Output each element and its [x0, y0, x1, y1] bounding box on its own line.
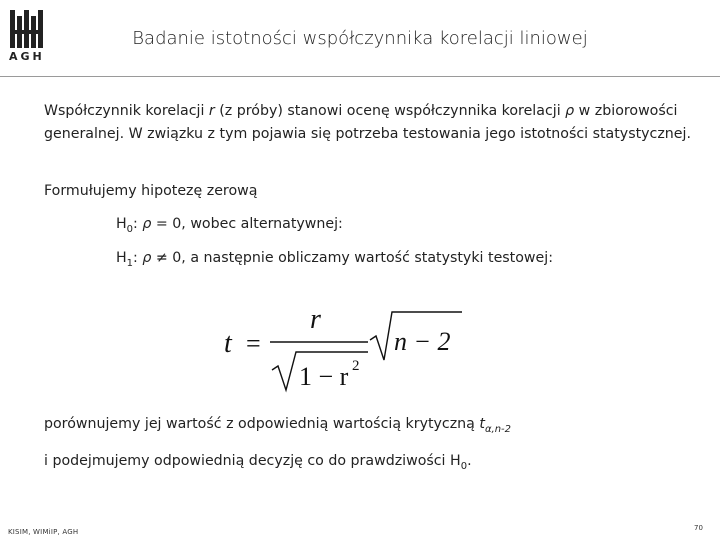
compare-line [44, 416, 511, 435]
formula-t: t [224, 328, 232, 359]
formula-n-minus-2: n − 2 [394, 327, 451, 356]
formula-numerator: r [310, 304, 321, 335]
h0-rho: ρ [142, 216, 152, 232]
logo-text: AGH [9, 50, 45, 63]
decide-end: . [467, 453, 472, 469]
h0-label: H [116, 216, 127, 232]
footer-affiliation: KISIM, WIMiIP, AGH [8, 528, 79, 536]
compare-text: porównujemy jej wartość z odpowiednią wartością krytyczną [44, 416, 480, 432]
h1-label: H [116, 250, 127, 266]
decide-text: i podejmujemy odpowiednią decyzję co do prawdziwości H [44, 453, 461, 469]
title-divider [0, 76, 720, 77]
symbol-rho: ρ [565, 103, 575, 119]
paragraph-text-2: (z próby) stanowi ocenę współczynnika korelacji [214, 103, 566, 119]
decide-sub: 0 [460, 460, 468, 472]
paragraph-text-1: Współczynnik korelacji [44, 103, 209, 119]
formulate-line: Formułujemy hipotezę zerową [44, 183, 258, 199]
hypothesis-h1 [116, 250, 553, 269]
slide-title: Badanie istotności współczynnika korelacji liniowej [132, 28, 588, 49]
formula-square: 2 [352, 358, 360, 374]
page-number: 70 [694, 524, 703, 532]
h0-rest: = 0, wobec alternatywnej: [151, 216, 343, 232]
paragraph-text-3: w zbiorowości generalnej. W związku z tym pojawia się potrzeba testowania jego istotności statystycznej. [44, 103, 691, 142]
formula-equals: = [246, 329, 261, 358]
decide-line [44, 453, 472, 472]
hypothesis-h0 [116, 216, 343, 235]
h1-rest: ≠ 0, a następnie obliczamy wartość statystyki testowej: [151, 250, 553, 266]
critical-t: t [479, 416, 485, 432]
h1-sub: 1 [126, 257, 134, 269]
test-statistic-formula [222, 300, 472, 395]
symbol-r: r [208, 103, 215, 119]
h1-rho: ρ [142, 250, 152, 266]
formula-one-minus: 1 − r [299, 362, 349, 391]
h0-colon: : [133, 216, 143, 232]
h1-colon: : [133, 250, 143, 266]
intro-paragraph [44, 100, 694, 146]
h0-sub: 0 [126, 223, 134, 235]
critical-sub: α,n-2 [484, 423, 512, 435]
